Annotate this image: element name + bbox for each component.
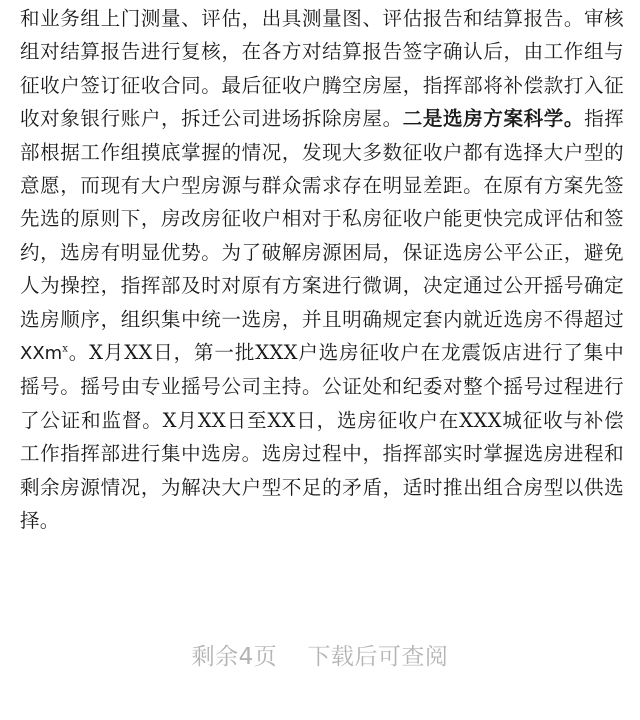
paragraph-segment-3: 。X月XX日，第一批XXX户选房征收户在龙震饭店进行了集中摇号。摇号由专业摇号公司主持。公证处和纪委对整个摇号过程进行了公证和监督。X月XX日至XX日，选房征收户在XXX城征收与补偿工作指挥部进行集中选房。选房过程中，指挥部实时掌握选房进程和剩余房源情况，为解决大户型不足的矛盾，适时推出组合房型以供选择。 (20, 341, 624, 533)
bold-heading-selection-plan: 二是选房方案科学。 (402, 107, 585, 131)
download-hint-label: 下载后可查阅 (307, 644, 449, 670)
remaining-pages-label: 剩余4页 (191, 644, 278, 670)
body-paragraph (20, 2, 624, 538)
download-notice[interactable] (0, 638, 640, 671)
area-superscript: x (62, 343, 69, 355)
paragraph-segment-2: 指挥部根据工作组摸底掌握的情况，发现大多数征收户都有选择大户型的意愿，而现有大户型房源与群众需求存在明显差距。在原有方案先签先选的原则下，房改房征收户相对于私房征收户能更快完成评估和签约，选房有明显优势。为了破解房源困局，保证选房公平公正，避免人为操控，指挥部及时对原有方案进行微调，决定通过公开摇号确定选房顺序，组织集中统一选房，并且明确规定套内就近选房不得超过 (20, 107, 625, 331)
paragraph-segment-1: 和业务组上门测量、评估，出具测量图、评估报告和结算报告。审核组对结算报告进行复核，在各方对结算报告签字确认后，由工作组与征收户签订征收合同。最后征收户腾空房屋，指挥部将补偿款打入征收对象银行账户，拆迁公司进场拆除房屋。 (20, 7, 624, 131)
area-value: XXm (20, 343, 63, 365)
